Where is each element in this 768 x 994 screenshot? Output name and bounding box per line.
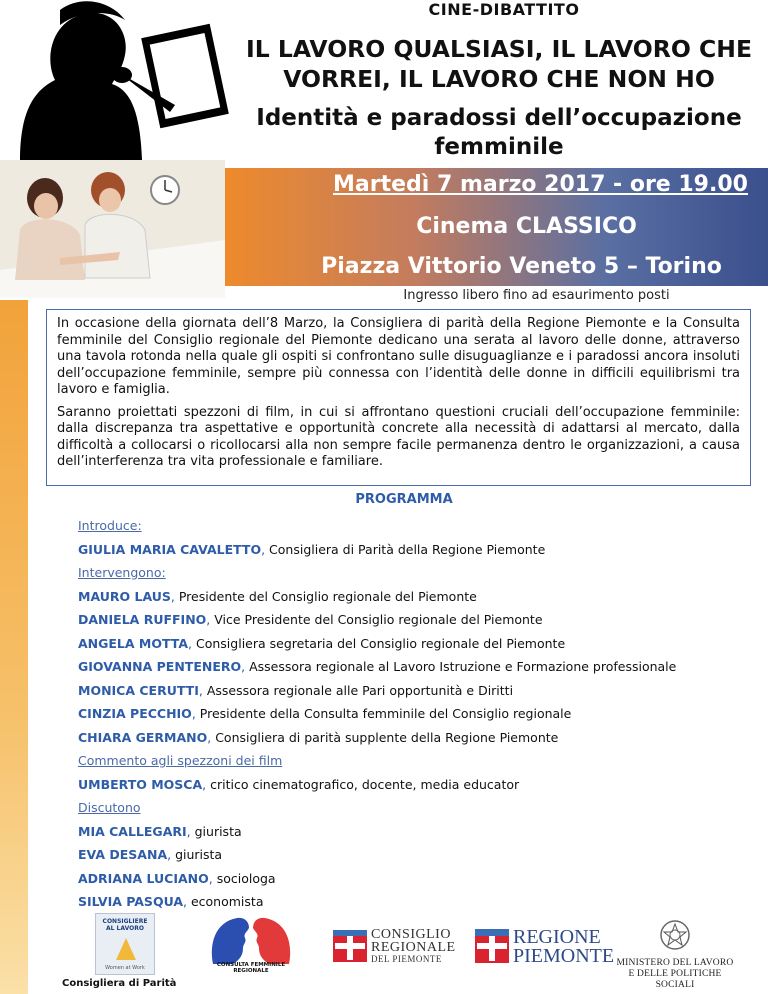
- logo-text: E DELLE POLITICHE SOCIALI: [628, 969, 722, 990]
- list-item: ADRIANA LUCIANO, sociologa: [78, 870, 276, 886]
- person-role: Vice Presidente del Consiglio regionale del Piemonte: [214, 612, 543, 627]
- women-working-photo: [0, 160, 225, 298]
- regione-piemonte-logo: [475, 926, 615, 970]
- logo-text: AL LAVORO: [106, 925, 144, 932]
- person-role: Consigliera di Parità della Regione Piemonte: [269, 541, 546, 557]
- person-name: CHIARA GERMANO: [78, 729, 208, 745]
- list-item: EVA DESANA, giurista: [78, 847, 223, 862]
- program-heading: PROGRAMMA: [355, 492, 453, 507]
- event-title: [230, 34, 768, 94]
- section-label: [78, 796, 758, 820]
- person-name: MAURO LAUS: [78, 588, 171, 604]
- profile-faces-icon: [203, 914, 299, 966]
- section-discuss: Discutono: [78, 800, 141, 815]
- list-item: ANGELA MOTTA, Consigliera segretaria del Consiglio regionale del Piemonte: [78, 635, 566, 651]
- person-name: SILVIA PASQUA: [78, 894, 184, 909]
- event-subtitle: [230, 104, 768, 162]
- section-comment: Commento agli spezzoni dei film: [78, 753, 283, 768]
- person-name: ANGELA MOTTA: [78, 635, 189, 651]
- person-name: ADRIANA LUCIANO: [78, 870, 209, 886]
- list-item: UMBERTO MOSCA, critico cinematografico, docente, media educator: [78, 776, 520, 792]
- person-role: Consigliera di parità supplente della Regione Piemonte: [215, 729, 559, 745]
- person-name: UMBERTO MOSCA: [78, 776, 203, 792]
- person-role: sociologa: [216, 870, 276, 886]
- person-role: Presidente del Consiglio regionale del Piemonte: [178, 588, 477, 604]
- logo-text: Women at Work: [105, 965, 145, 971]
- logo-text: REGIONALE: [371, 940, 456, 955]
- intro-text-box: [46, 309, 751, 486]
- intro-paragraph: In occasione della giornata dell’8 Marzo, la Consigliera di parità della Regione Piemonte e la Consulta femminile del Consiglio regionale del Piemonte dedicano una serata al lavoro delle donne, attraverso una tavola rotonda nella quale gli ospiti si confrontano sulle disuguaglianze e i paradossi ancora insoluti dell’occupazione femminile, sempre più connessa con l’identità delle donne in difficili equilibrismi tra lavoro e famiglia.: [57, 316, 740, 397]
- person-name: GIOVANNA PENTENERO: [78, 659, 242, 674]
- list-item: MONICA CERUTTI, Assessora regionale alle Pari opportunità e Diritti: [78, 682, 514, 698]
- logo-text: DEL PIEMONTE: [371, 954, 442, 964]
- ministero-lavoro-logo: [610, 918, 740, 990]
- entry-note: Ingresso libero fino ad esaurimento posti: [403, 288, 670, 303]
- person-name: DANIELA RUFFINO: [78, 612, 207, 627]
- section-label: [78, 561, 758, 585]
- logo-text: CONSULTA FEMMINILE REGIONALE: [216, 962, 286, 974]
- event-kicker: CINE-DIBATTITO: [428, 0, 580, 19]
- person-name: GIULIA MARIA CAVALETTO: [78, 541, 262, 557]
- logo-text: CONSIGLIO: [371, 927, 451, 942]
- person-role: Assessora regionale al Lavoro Istruzione e Formazione professionale: [249, 659, 677, 674]
- list-item: CINZIA PECCHIO, Presidente della Consulta femminile del Consiglio regionale: [78, 706, 572, 721]
- list-item: MAURO LAUS, Presidente del Consiglio regionale del Piemonte: [78, 588, 477, 604]
- logo-text: REGIONE: [513, 926, 601, 948]
- consigliere-al-lavoro-logo: [95, 913, 155, 975]
- person-name: CINZIA PECCHIO: [78, 706, 192, 721]
- woman-silhouette-image: [0, 0, 240, 160]
- person-role: critico cinematografico, docente, media educator: [210, 776, 520, 792]
- list-item: SILVIA PASQUA, economista: [78, 894, 264, 909]
- person-name: EVA DESANA: [78, 847, 168, 862]
- program-list: [78, 514, 758, 914]
- section-introduce: Introduce:: [78, 518, 142, 533]
- event-title-line: IL LAVORO QUALSIASI, IL LAVORO CHE: [245, 35, 753, 63]
- logo-text: PIEMONTE: [513, 945, 615, 967]
- warning-sign-icon: [116, 938, 136, 960]
- decorative-side-strip: [0, 300, 28, 994]
- logo-text: CONSIGLIERE: [102, 918, 148, 925]
- consiglio-regionale-logo: [333, 926, 458, 966]
- piemonte-shield-icon: [475, 929, 509, 963]
- person-name: MONICA CERUTTI: [78, 682, 199, 698]
- event-date: Martedì 7 marzo 2017 - ore 19.00: [333, 172, 748, 197]
- event-address: Piazza Vittorio Veneto 5 – Torino: [321, 254, 722, 279]
- consulta-femminile-logo: [203, 914, 299, 974]
- person-role: giurista: [175, 847, 223, 862]
- list-item: GIULIA MARIA CAVALETTO, Consigliera di Parità della Regione Piemonte: [78, 541, 546, 557]
- logo-text: MINISTERO DEL LAVORO: [616, 958, 734, 968]
- person-name: MIA CALLEGARI: [78, 823, 187, 839]
- person-role: Assessora regionale alle Pari opportunità e Diritti: [206, 682, 514, 698]
- event-subtitle-line: femminile: [434, 134, 564, 160]
- section-label: [78, 514, 758, 538]
- person-role: giurista: [194, 823, 242, 839]
- event-subtitle-line: Identità e paradossi dell’occupazione: [256, 105, 742, 131]
- event-title-line: VORREI, IL LAVORO CHE NON HO: [283, 65, 715, 93]
- piemonte-shield-icon: [333, 930, 367, 962]
- list-item: MIA CALLEGARI, giurista: [78, 823, 242, 839]
- list-item: GIOVANNA PENTENERO, Assessora regionale al Lavoro Istruzione e Formazione professionale: [78, 659, 677, 674]
- intro-paragraph: Saranno proiettati spezzoni di film, in cui si affrontano questioni cruciali dell’occupazione femminile: dalla discrepanza tra aspettative e opportunità concrete alla necessità di adattarsi al mercato, dalla difficoltà a collocarsi o ricollocarsi alla non sempre facile permanenza dentro le organizzazioni, a causa dell’interferenza tra vita professionale e familiare.: [57, 404, 740, 469]
- consigliera-caption: Consigliera di Parità: [62, 978, 177, 989]
- section-speakers: Intervengono:: [78, 565, 166, 580]
- list-item: DANIELA RUFFINO, Vice Presidente del Consiglio regionale del Piemonte: [78, 612, 543, 627]
- italian-emblem-icon: [658, 918, 692, 954]
- list-item: CHIARA GERMANO, Consigliera di parità supplente della Regione Piemonte: [78, 729, 559, 745]
- person-role: Presidente della Consulta femminile del Consiglio regionale: [199, 706, 572, 721]
- section-label: [78, 749, 758, 773]
- event-venue: Cinema CLASSICO: [416, 214, 637, 239]
- person-role: economista: [190, 894, 264, 909]
- person-role: Consigliera segretaria del Consiglio regionale del Piemonte: [196, 635, 566, 651]
